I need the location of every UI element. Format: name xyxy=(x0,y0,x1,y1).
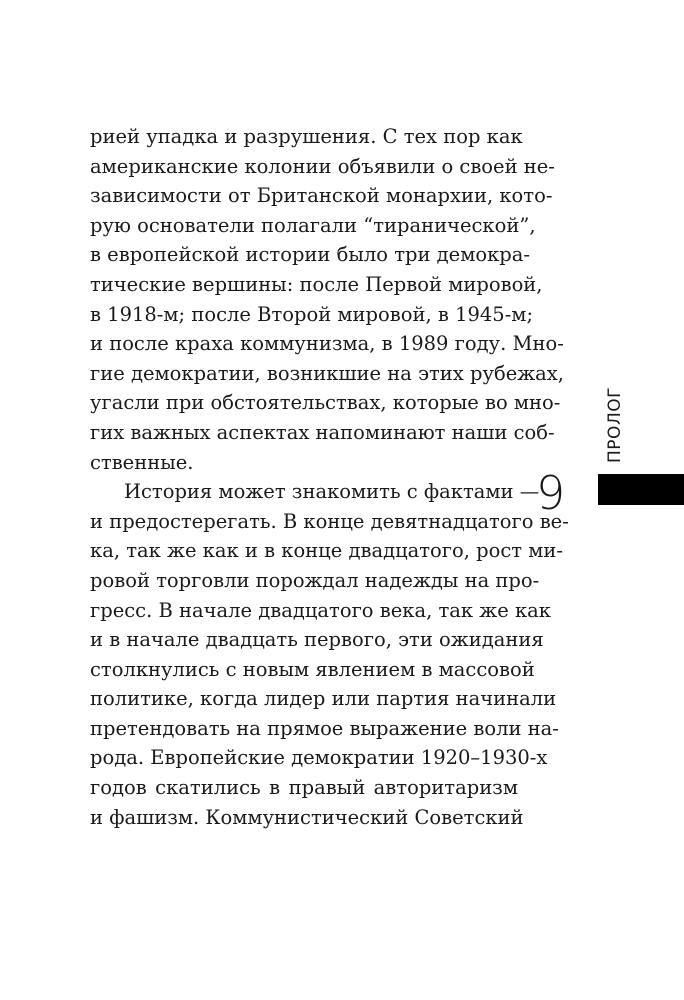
text-line: и предостерегать. В конце девятнадцатого ве- xyxy=(90,509,569,533)
text-line: тические вершины: после Первой мировой, xyxy=(90,272,543,296)
text-line: и фашизм. Коммунистический Советский xyxy=(90,805,524,829)
text-line: и после краха коммунизма, в 1989 году. Мно- xyxy=(90,332,564,356)
running-head xyxy=(602,387,628,463)
text-line: рией упадка и разрушения. С тех пор как xyxy=(90,125,523,148)
text-line: гие демократии, возникшие на этих рубежах, xyxy=(90,361,564,385)
paragraph-first-line: История может знакомить с фактами — xyxy=(124,480,540,504)
text-line: гресс. В начале двадцатого века, так же как xyxy=(90,598,551,622)
text-line: ка, так же как и в конце двадцатого, рост ми- xyxy=(90,539,564,563)
text-line: ственные. xyxy=(90,450,194,474)
text-line: политике, когда лидер или партия начинали xyxy=(90,687,557,711)
text-line: зависимости от Британской монархии, кото- xyxy=(90,184,553,208)
text-line: и в начале двадцать первого, эти ожидания xyxy=(90,628,544,652)
page-number: 9 xyxy=(536,466,566,520)
text-line: американские колонии объявили о своей не- xyxy=(90,154,555,178)
text-line: рода. Европейские демократии 1920–1930-х xyxy=(90,746,548,770)
chapter-edge-bar xyxy=(598,474,684,505)
running-head-label: ПРОЛОГ xyxy=(605,387,625,463)
text-line: угасли при обстоятельствах, которые во мно- xyxy=(90,391,561,415)
body-text xyxy=(90,122,569,832)
text-line: рую основатели полагали “тиранической”, xyxy=(90,213,536,237)
text-line: в европейской истории было три демокра- xyxy=(90,243,531,267)
text-line: в 1918-м; после Второй мировой, в 1945-м; xyxy=(90,302,534,326)
text-line: столкнулись с новым явлением в массовой xyxy=(90,657,535,681)
text-line: гих важных аспектах напоминают наши соб- xyxy=(90,420,555,444)
text-line: ровой торговли порождал надежды на про- xyxy=(90,568,540,592)
text-line: претендовать на прямое выражение воли на- xyxy=(90,716,559,740)
text-line: годов скатились в правый авторитаризм xyxy=(90,776,518,800)
